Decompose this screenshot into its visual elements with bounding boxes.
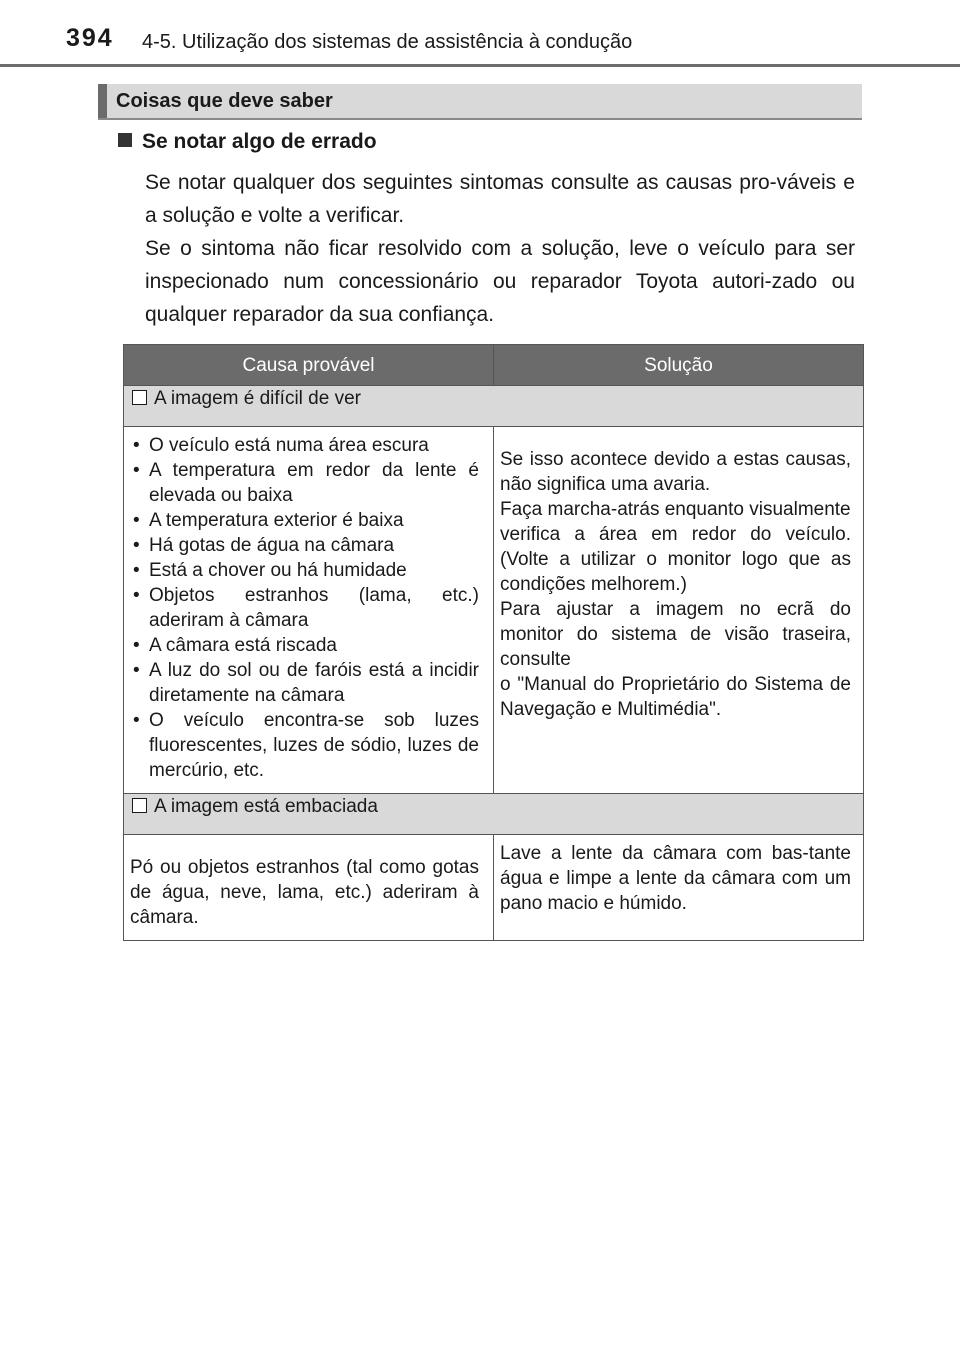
troubleshooting-table <box>123 344 864 941</box>
list-item: • A câmara está riscada <box>130 633 479 658</box>
list-item: • A temperatura exterior é baixa <box>130 508 479 533</box>
list-item: • Objetos estranhos (lama, etc.) aderiram à câmara <box>130 583 479 633</box>
solution-line: o "Manual do Proprietário do Sistema de Navegação e Multimédia". <box>500 674 851 720</box>
list-item: • A temperatura em redor da lente é elevada ou baixa <box>130 458 479 508</box>
info-bar-accent <box>98 84 107 118</box>
intro-paragraph: Se notar qualquer dos seguintes sintomas consulte as causas pro-váveis e a solução e volte a verificar. <box>145 171 855 227</box>
header-solution: Solução <box>494 345 864 386</box>
sub-heading-text: Se notar algo de errado <box>142 130 377 153</box>
cause-cell: Pó ou objetos estranhos (tal como gotas de água, neve, lama, etc.) aderiram à câmara. <box>124 835 494 941</box>
category-title: A imagem é difícil de ver <box>154 388 361 409</box>
list-item: • Há gotas de água na câmara <box>130 533 479 558</box>
checkbox-icon <box>132 390 147 405</box>
solution-line: Se isso acontece devido a estas causas, não significa uma avaria. <box>500 449 851 495</box>
page-number: 394 <box>66 24 114 52</box>
table-row <box>124 835 864 941</box>
sub-heading <box>118 130 377 154</box>
checkbox-icon <box>132 798 147 813</box>
solution-line: verifica a área em redor do veículo. (Volte a utilizar o monitor logo que as condições melhorem.) <box>500 524 851 595</box>
section-title: 4-5. Utilização dos sistemas de assistência à condução <box>142 31 633 53</box>
list-item: • O veículo está numa área escura <box>130 433 479 458</box>
square-bullet-icon <box>118 133 132 147</box>
solution-line: Faça marcha-atrás enquanto visualmente <box>500 499 851 520</box>
cause-cell <box>124 427 494 794</box>
list-item: • O veículo encontra-se sob luzes fluorescentes, luzes de sódio, luzes de mercúrio, etc. <box>130 708 479 783</box>
category-cell <box>124 794 864 835</box>
header-rule <box>0 64 960 67</box>
page-header <box>0 0 960 68</box>
category-title: A imagem está embaciada <box>154 796 378 817</box>
solution-line: Para ajustar a imagem no ecrã do monitor do sistema de visão traseira, consulte <box>500 599 851 670</box>
cause-list <box>130 433 479 783</box>
category-row <box>124 794 864 835</box>
list-item: • A luz do sol ou de faróis está a incidir diretamente na câmara <box>130 658 479 708</box>
header-cause: Causa provável <box>124 345 494 386</box>
category-row <box>124 386 864 427</box>
list-item: • Está a chover ou há humidade <box>130 558 479 583</box>
category-cell <box>124 386 864 427</box>
solution-cell: Lave a lente da câmara com bas-tante água e limpe a lente da câmara com um pano macio e húmido. <box>494 835 864 941</box>
advice-paragraph: Se o sintoma não ficar resolvido com a solução, leve o veículo para ser inspecionado num concessionário ou reparador Toyota autori-zado ou qualquer reparador da sua confiança. <box>145 237 855 326</box>
info-bar-title: Coisas que deve saber <box>116 90 333 112</box>
info-bar <box>98 84 862 120</box>
table-row <box>124 427 864 794</box>
solution-cell <box>494 427 864 794</box>
table-header-row <box>124 345 864 386</box>
